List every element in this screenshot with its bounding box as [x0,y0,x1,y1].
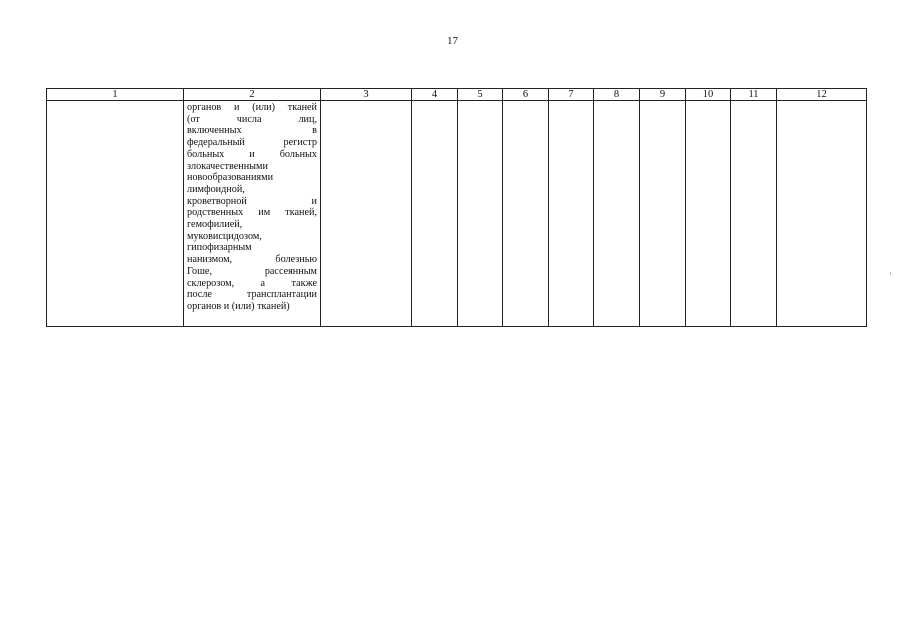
col2-text-line: нанизмом, болезнью [187,254,317,266]
col2-text-line: родственных им тканей, [187,207,317,219]
column-header-11: 11 [731,89,777,101]
col2-text-line: гемофилией, [187,219,243,231]
page-number: 17 [447,35,458,47]
col2-text-line: муковисцидозом, [187,230,262,242]
col2-text-line: склерозом, а также [187,277,317,289]
table-header-row [47,89,867,101]
scan-edge-mark [890,272,891,275]
col2-text-line: органов и (или) тканей [187,102,317,113]
table-cell-col12 [777,101,867,327]
table-cell-col6 [503,101,549,327]
data-table [46,88,867,327]
column-header-8: 8 [594,89,640,101]
col2-text-line: включенных в [187,125,317,137]
col2-text-line: больных и больных [187,148,317,160]
col2-text-line: кроветворной и [187,195,317,207]
col2-text-line: после трансплантации [187,289,317,301]
table-cell-col10 [686,101,731,327]
column-header-10: 10 [686,89,731,101]
column-header-1: 1 [47,89,184,101]
column-header-6: 6 [503,89,549,101]
table-cell-col1 [47,101,184,327]
col2-text-line: новообразованиями [187,172,274,184]
column-header-12: 12 [777,89,867,101]
table-cell-col5 [458,101,503,327]
table-cell-col4 [412,101,458,327]
column-header-5: 5 [458,89,503,101]
col2-text-line: Гоше, рассеянным [187,265,317,277]
table-cell-col7 [549,101,594,327]
column-header-7: 7 [549,89,594,101]
col2-text-line: лимфоидной, [187,183,245,195]
col2-text-line: федеральный регистр [187,137,317,149]
col2-cell-text [184,101,320,313]
table-cell-col11 [731,101,777,327]
table-cell-col3 [321,101,412,327]
column-header-4: 4 [412,89,458,101]
col2-text-line: органов и (или) тканей) [187,300,290,312]
column-header-3: 3 [321,89,412,101]
column-header-2: 2 [184,89,321,101]
col2-text-line: (от числа лиц, [187,113,317,125]
column-header-9: 9 [640,89,686,101]
table-row [47,101,867,327]
col2-text-line: злокачественными [187,160,268,172]
col2-text-line: гипофизарным [187,242,252,254]
table-cell-col8 [594,101,640,327]
table-cell-col9 [640,101,686,327]
table-cell-col2 [184,101,321,327]
